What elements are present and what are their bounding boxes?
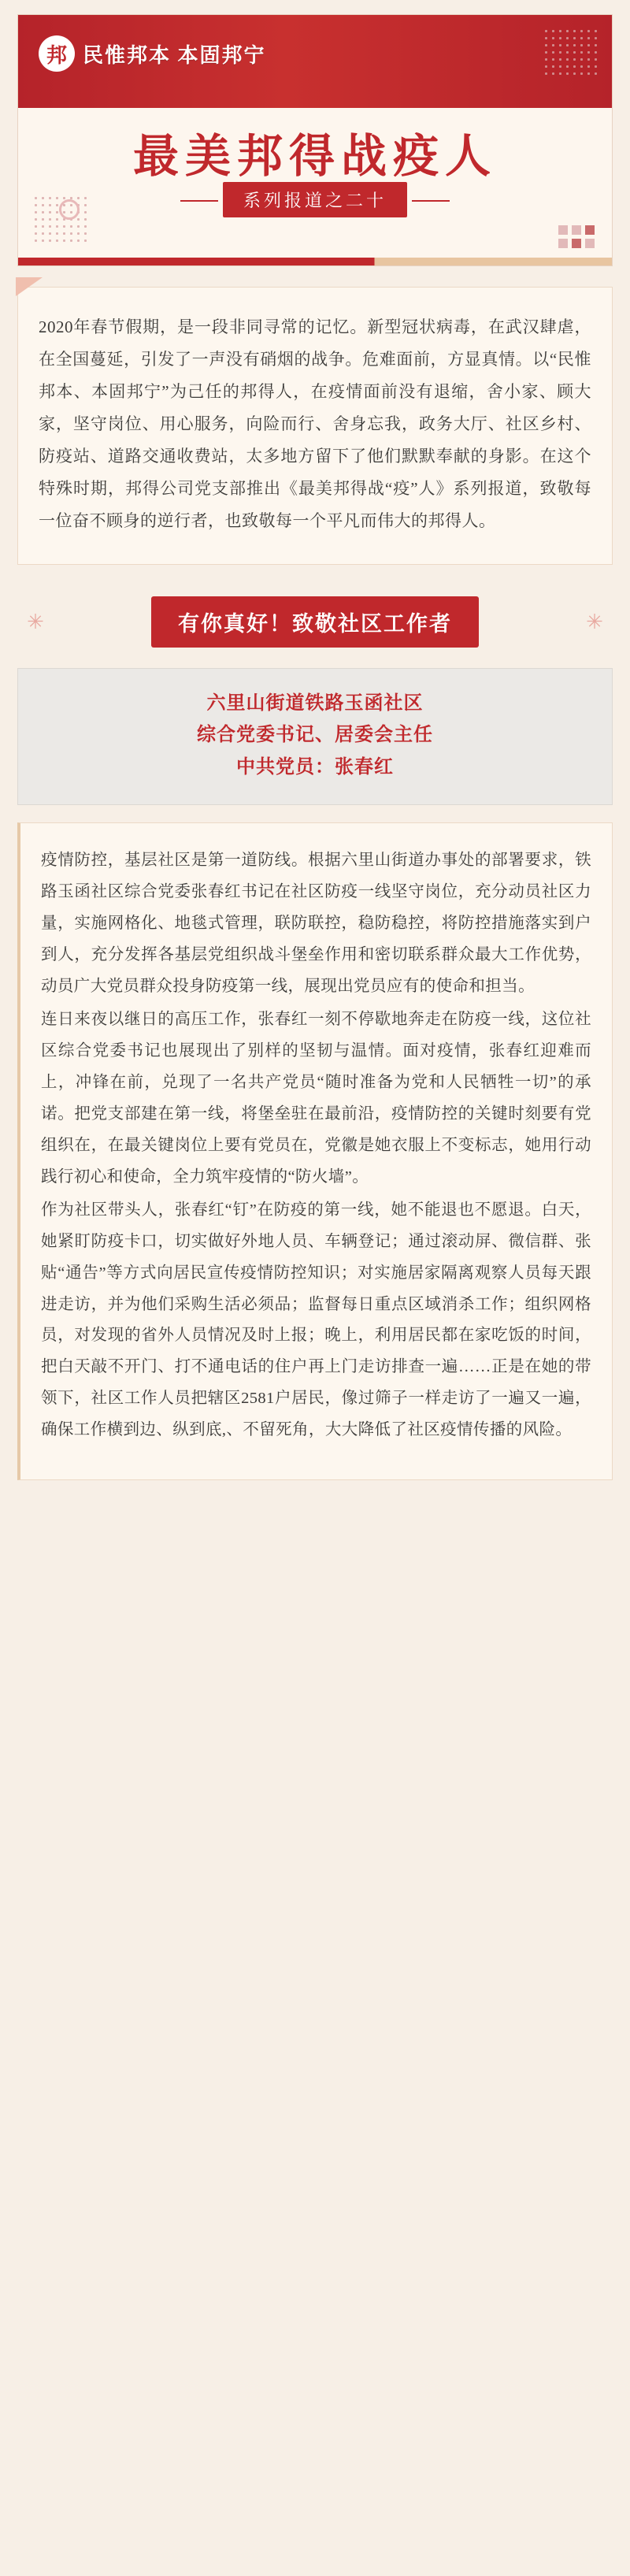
article-paragraph: 作为社区带头人，张春红“钉”在防疫的第一线，她不能退也不愿退。白天，她紧盯防疫卡口，切实做好外地人员、车辆登记；通过滚动屏、微信群、张贴“通告”等方式向居民宣传疫情防控知识；对实施居家隔离观察人员每天跟进走访，并为他们采购生活必须品；监督每日重点区域消杀工作；组织网格员，对发现的省外人员情况及时上报；晚上，利用居民都在家吃饭的时间，把白天敲不开门、打不通电话的住户再上门走访排查一遍……正是在她的带领下，社区工作人员把辖区2581户居民，像过筛子一样走访了一遍又一遍，确保工作横到边、纵到底,、不留死角，大大降低了社区疫情传播的风险。 [41, 1201, 591, 1439]
banner-subtitle-text: 系列报道之二十 [223, 182, 407, 217]
logo-text: 民惟邦本 本固邦宁 [83, 43, 266, 67]
dot-pattern-decoration [543, 28, 598, 75]
banner-subtitle [18, 182, 612, 217]
person-info-card [17, 668, 613, 805]
person-name: 中共党员：张春红 [236, 757, 394, 778]
banner-title-text: 最美邦得战疫人 [132, 131, 497, 182]
intro-paragraph: 2020年春节假期，是一段非同寻常的记忆。新型冠状病毒，在武汉肆虐，在全国蔓延，引发了一声没有硝烟的战争。危难面前，方显真情。以“民惟邦本、本固邦宁”为己任的邦得人，在疫情面前没有退缩，舍小家、顾大家，坚守岗位、用心服务，向险而行、舍身忘我，政务大厅、社区乡村、防疫站、道路交通收费站，太多地方留下了他们默默奉献的身影。在这个特殊时期，邦得公司党支部推出《最美邦得战“疫”人》系列报道，致敬每一位奋不顾身的逆行者，也致敬每一个平凡而伟大的邦得人。 [39, 317, 591, 530]
person-community: 六里山街道铁路玉函社区 [206, 692, 424, 714]
article-paragraph: 连日来夜以继日的高压工作，张春红一刻不停歇地奔走在防疫一线，这位社区综合党委书记也展现出了别样的坚韧与温情。面对疫情，张春红迎难而上，冲锋在前，兑现了一名共产党员“随时准备为党和人民牺牲一切”的承诺。把党支部建在第一线，将堡垒驻在最前沿，疫情防控的关键时刻要有党组织在，在最关键岗位上要有党员在，党徽是她衣服上不变标志，她用行动践行初心和使命，全力筑牢疫情的“防火墙”。 [41, 1010, 591, 1186]
section-heading-text: 有你真好！致敬社区工作者 [151, 596, 479, 648]
banner-title [18, 116, 612, 188]
logo-icon: 邦 [39, 35, 75, 72]
header-banner [17, 14, 613, 266]
person-role: 综合党委书记、居委会主任 [197, 725, 433, 746]
section-heading [17, 596, 613, 648]
square-cluster-decoration [558, 225, 595, 248]
article-body [17, 822, 613, 1480]
article-paragraph: 疫情防控，基层社区是第一道防线。根据六里山街道办事处的部署要求，铁路玉函社区综合党委张春红书记在社区防疫一线坚守岗位，充分动员社区力量，实施网格化、地毯式管理，联防联控，稳防稳控，将防控措施落实到户到人，充分发挥各基层党组织战斗堡垒作用和密切联系群众最大工作优势，动员广大党员群众投身防疫第一线，展现出党员应有的使命和担当。 [41, 851, 591, 995]
spark-icon: ✳ [27, 610, 44, 634]
intro-section [17, 287, 613, 565]
intro-card [17, 287, 613, 565]
banner-bottom-rule [18, 258, 612, 265]
brand-logo [39, 35, 266, 72]
spark-icon: ✳ [586, 610, 603, 634]
